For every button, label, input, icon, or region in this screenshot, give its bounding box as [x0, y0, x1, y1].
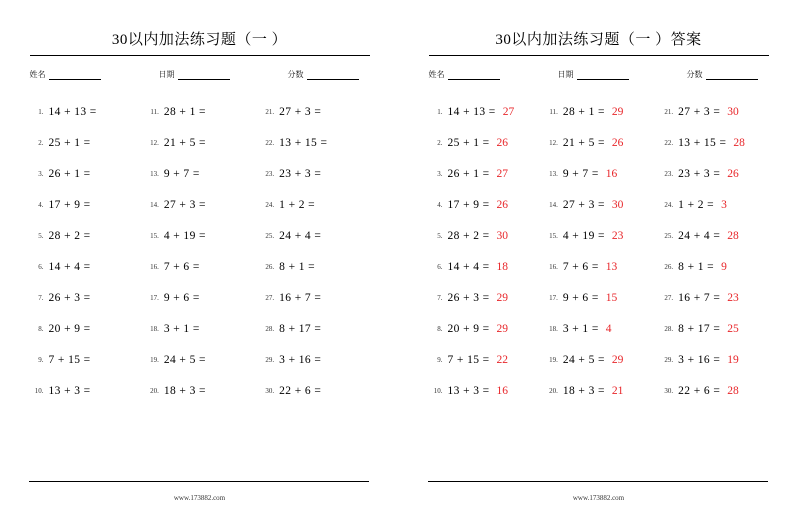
- problem-expression: 17 + 9 =: [447, 198, 490, 211]
- problem-answer: 29: [611, 353, 624, 366]
- problem-expression: 25 + 1 =: [48, 136, 91, 149]
- problem-expression: 3 + 1 =: [562, 322, 599, 335]
- problem-number: 21.: [664, 107, 674, 116]
- problem-expression: 24 + 5 =: [163, 353, 206, 366]
- problem-item: [656, 282, 771, 313]
- problem-expression: 20 + 9 =: [48, 322, 91, 335]
- problem-expression: 9 + 7 =: [562, 167, 599, 180]
- problem-answer: 26: [496, 198, 509, 211]
- problem-number: 4.: [437, 200, 443, 209]
- problem-item: [541, 313, 656, 344]
- problem-item: [27, 158, 142, 189]
- problem-item: [656, 158, 771, 189]
- problem-expression: 25 + 1 =: [447, 136, 490, 149]
- problem-item: [426, 251, 541, 282]
- problem-expression: 1 + 2 =: [279, 198, 316, 211]
- problem-number: 29.: [664, 355, 674, 364]
- problem-number: 19.: [549, 355, 558, 364]
- problem-number: 21.: [265, 107, 275, 116]
- problem-answer: 28: [727, 229, 739, 242]
- problem-expression: 16 + 7 =: [678, 291, 721, 304]
- problem-expression: 22 + 6 =: [678, 384, 721, 397]
- problem-item: [27, 344, 142, 375]
- problem-number: 24.: [265, 200, 275, 209]
- problem-number: 28.: [664, 324, 674, 333]
- problem-grid-answers: [426, 96, 772, 406]
- problem-item: [27, 313, 142, 344]
- problem-expression: 28 + 2 =: [447, 229, 490, 242]
- problem-expression: 23 + 3 =: [279, 167, 322, 180]
- problem-number: 12.: [150, 138, 159, 147]
- problem-number: 20.: [150, 386, 159, 395]
- problem-answer: 15: [605, 291, 618, 304]
- problem-expression: 21 + 5 =: [163, 136, 206, 149]
- problem-number: 13.: [549, 169, 558, 178]
- problem-number: 11.: [549, 107, 558, 116]
- score-blank-answers[interactable]: [706, 70, 758, 80]
- score-blank[interactable]: [307, 70, 359, 80]
- footer-divider: [29, 481, 369, 482]
- problem-number: 13.: [150, 169, 159, 178]
- date-label: 日期: [158, 70, 175, 79]
- problem-number: 7.: [437, 293, 443, 302]
- problem-item: [257, 375, 372, 406]
- problem-number: 15.: [150, 231, 159, 240]
- meta-spacer-1-answers: [500, 69, 558, 80]
- problem-number: 1.: [38, 107, 44, 116]
- problem-expression: 3 + 16 =: [279, 353, 322, 366]
- problem-number: 26.: [664, 262, 674, 271]
- problem-item: [257, 96, 372, 127]
- problem-item: [656, 189, 771, 220]
- problem-item: [426, 375, 541, 406]
- problem-answer: 26: [727, 167, 739, 180]
- problem-number: 2.: [38, 138, 44, 147]
- problem-item: [142, 220, 257, 251]
- problem-item: [426, 220, 541, 251]
- problem-expression: 4 + 19 =: [163, 229, 206, 242]
- problem-item: [27, 375, 142, 406]
- problem-number: 9.: [38, 355, 44, 364]
- problem-expression: 7 + 15 =: [447, 353, 490, 366]
- problem-number: 26.: [265, 262, 275, 271]
- problem-expression: 28 + 1 =: [163, 105, 206, 118]
- date-field[interactable]: [159, 69, 230, 80]
- problem-number: 1.: [437, 107, 443, 116]
- problem-number: 4.: [38, 200, 44, 209]
- problem-answer: 30: [496, 229, 509, 242]
- problem-answer: 22: [496, 353, 509, 366]
- problem-answer: 26: [611, 136, 624, 149]
- problem-number: 22.: [664, 138, 674, 147]
- title-divider: [30, 55, 370, 56]
- problem-item: [257, 127, 372, 158]
- problem-item: [541, 375, 656, 406]
- problem-item: [142, 251, 257, 282]
- problem-number: 28.: [265, 324, 275, 333]
- problem-item: [27, 127, 142, 158]
- date-blank[interactable]: [178, 70, 230, 80]
- problem-grid-questions: [27, 96, 373, 406]
- title-divider-answers: [429, 55, 769, 56]
- problem-number: 7.: [38, 293, 44, 302]
- meta-row-answers: [429, 69, 769, 80]
- problem-expression: 27 + 3 =: [562, 198, 605, 211]
- problem-item: [257, 282, 372, 313]
- problem-answer: 25: [727, 322, 739, 335]
- problem-number: 5.: [38, 231, 44, 240]
- problem-item: [656, 220, 771, 251]
- problem-number: 15.: [549, 231, 558, 240]
- problem-number: 10.: [34, 386, 44, 395]
- problem-item: [142, 344, 257, 375]
- problem-expression: 18 + 3 =: [163, 384, 206, 397]
- problem-expression: 14 + 13 =: [48, 105, 97, 118]
- problem-number: 30.: [664, 386, 674, 395]
- problem-item: [656, 375, 771, 406]
- problem-answer: 18: [496, 260, 509, 273]
- problem-expression: 7 + 6 =: [163, 260, 200, 273]
- problem-answer: 9: [721, 260, 727, 273]
- problem-expression: 28 + 2 =: [48, 229, 91, 242]
- problem-number: 9.: [437, 355, 443, 364]
- problem-expression: 9 + 6 =: [562, 291, 599, 304]
- problem-item: [257, 220, 372, 251]
- problem-expression: 16 + 7 =: [279, 291, 322, 304]
- problem-number: 18.: [150, 324, 159, 333]
- problem-expression: 9 + 6 =: [163, 291, 200, 304]
- problem-number: 10.: [433, 386, 443, 395]
- problem-expression: 26 + 1 =: [48, 167, 91, 180]
- problem-number: 30.: [265, 386, 275, 395]
- problem-answer: 19: [727, 353, 739, 366]
- problem-item: [426, 127, 541, 158]
- problem-item: [27, 251, 142, 282]
- problem-expression: 3 + 1 =: [163, 322, 200, 335]
- problem-answer: 30: [727, 105, 739, 118]
- problem-item: [426, 313, 541, 344]
- problem-item: [426, 189, 541, 220]
- problem-expression: 4 + 19 =: [562, 229, 605, 242]
- problem-answer: 30: [611, 198, 624, 211]
- problem-item: [426, 158, 541, 189]
- problem-expression: 13 + 15 =: [279, 136, 328, 149]
- problem-expression: 27 + 3 =: [163, 198, 206, 211]
- name-label: 姓名: [29, 70, 46, 79]
- meta-row: [30, 69, 370, 80]
- problem-answer: 27: [496, 167, 509, 180]
- footer-url: www.173882.com: [173, 494, 226, 502]
- problem-number: 25.: [265, 231, 275, 240]
- problem-answer: 29: [496, 322, 509, 335]
- problem-number: 23.: [265, 169, 275, 178]
- problem-answer: 26: [496, 136, 509, 149]
- problem-number: 12.: [549, 138, 558, 147]
- problem-number: 3.: [38, 169, 44, 178]
- score-field-answers[interactable]: [687, 69, 758, 80]
- problem-number: 25.: [664, 231, 674, 240]
- problem-item: [27, 189, 142, 220]
- page-title-answers: 30以内加法练习题（一 ）答案: [495, 32, 702, 48]
- name-field-answers[interactable]: [429, 69, 500, 80]
- problem-answer: 16: [605, 167, 618, 180]
- problem-expression: 28 + 1 =: [562, 105, 605, 118]
- problem-item: [541, 189, 656, 220]
- problem-answer: 13: [605, 260, 618, 273]
- problem-number: 16.: [150, 262, 159, 271]
- problem-expression: 8 + 17 =: [678, 322, 721, 335]
- problem-number: 5.: [437, 231, 443, 240]
- problem-number: 17.: [150, 293, 159, 302]
- problem-answer: 29: [496, 291, 509, 304]
- problem-item: [142, 375, 257, 406]
- meta-spacer-2: [230, 69, 288, 80]
- problem-expression: 13 + 3 =: [447, 384, 490, 397]
- problem-item: [142, 282, 257, 313]
- score-label-answers: 分数: [686, 70, 703, 79]
- problem-item: [426, 282, 541, 313]
- problem-expression: 8 + 1 =: [678, 260, 715, 273]
- name-blank-answers[interactable]: [448, 70, 500, 80]
- problem-number: 6.: [38, 262, 44, 271]
- problem-expression: 26 + 3 =: [447, 291, 490, 304]
- meta-spacer-2-answers: [629, 69, 687, 80]
- date-label-answers: 日期: [557, 70, 574, 79]
- problem-answer: 28: [733, 136, 745, 149]
- problem-expression: 7 + 6 =: [562, 260, 599, 273]
- problem-answer: 29: [611, 105, 624, 118]
- problem-item: [656, 344, 771, 375]
- problem-number: 8.: [437, 324, 443, 333]
- problem-number: 29.: [265, 355, 275, 364]
- score-label: 分数: [287, 70, 304, 79]
- problem-expression: 7 + 15 =: [48, 353, 91, 366]
- problem-answer: 16: [496, 384, 509, 397]
- problem-answer: 21: [611, 384, 624, 397]
- problem-item: [541, 220, 656, 251]
- problem-item: [142, 313, 257, 344]
- problem-answer: 28: [727, 384, 739, 397]
- problem-expression: 13 + 15 =: [678, 136, 727, 149]
- problem-item: [656, 251, 771, 282]
- problem-expression: 8 + 17 =: [279, 322, 322, 335]
- problem-number: 6.: [437, 262, 443, 271]
- problem-expression: 24 + 5 =: [562, 353, 605, 366]
- problem-expression: 23 + 3 =: [678, 167, 721, 180]
- problem-item: [27, 282, 142, 313]
- problem-number: 17.: [549, 293, 558, 302]
- problem-expression: 18 + 3 =: [562, 384, 605, 397]
- problem-number: 14.: [150, 200, 159, 209]
- problem-item: [142, 96, 257, 127]
- problem-number: 19.: [150, 355, 159, 364]
- worksheet-sheet-answers: [399, 0, 798, 530]
- problem-item: [541, 344, 656, 375]
- problem-number: 22.: [265, 138, 275, 147]
- footer-divider-answers: [428, 481, 768, 482]
- problem-item: [142, 189, 257, 220]
- page-title: 30以内加法练习题（一 ）: [111, 32, 288, 48]
- problem-expression: 21 + 5 =: [562, 136, 605, 149]
- problem-number: 2.: [437, 138, 443, 147]
- problem-item: [426, 344, 541, 375]
- problem-item: [27, 220, 142, 251]
- problem-item: [656, 313, 771, 344]
- date-field-answers[interactable]: [558, 69, 629, 80]
- problem-expression: 8 + 1 =: [279, 260, 316, 273]
- problem-item: [541, 251, 656, 282]
- problem-expression: 14 + 4 =: [48, 260, 91, 273]
- score-field[interactable]: [288, 69, 359, 80]
- name-label-answers: 姓名: [428, 70, 445, 79]
- problem-answer: 27: [502, 105, 515, 118]
- problem-number: 16.: [549, 262, 558, 271]
- problem-number: 20.: [549, 386, 558, 395]
- problem-number: 27.: [664, 293, 674, 302]
- problem-answer: 23: [611, 229, 624, 242]
- problem-expression: 27 + 3 =: [678, 105, 721, 118]
- problem-item: [541, 96, 656, 127]
- problem-expression: 20 + 9 =: [447, 322, 490, 335]
- problem-item: [541, 158, 656, 189]
- problem-expression: 27 + 3 =: [279, 105, 322, 118]
- problem-number: 24.: [664, 200, 674, 209]
- problem-expression: 3 + 16 =: [678, 353, 721, 366]
- problem-item: [257, 158, 372, 189]
- meta-spacer-1: [101, 69, 159, 80]
- problem-answer: 4: [605, 322, 612, 335]
- problem-item: [541, 282, 656, 313]
- problem-number: 8.: [38, 324, 44, 333]
- problem-expression: 24 + 4 =: [678, 229, 721, 242]
- problem-item: [257, 189, 372, 220]
- problem-number: 18.: [549, 324, 558, 333]
- problem-number: 14.: [549, 200, 558, 209]
- problem-expression: 1 + 2 =: [678, 198, 715, 211]
- problem-number: 11.: [150, 107, 159, 116]
- problem-expression: 13 + 3 =: [48, 384, 91, 397]
- problem-item: [656, 96, 771, 127]
- problem-expression: 26 + 3 =: [48, 291, 91, 304]
- problem-item: [27, 96, 142, 127]
- problem-item: [142, 127, 257, 158]
- name-blank[interactable]: [49, 70, 101, 80]
- problem-expression: 24 + 4 =: [279, 229, 322, 242]
- problem-number: 27.: [265, 293, 275, 302]
- problem-item: [257, 344, 372, 375]
- problem-expression: 9 + 7 =: [163, 167, 200, 180]
- problem-item: [656, 127, 771, 158]
- problem-expression: 22 + 6 =: [279, 384, 322, 397]
- problem-item: [142, 158, 257, 189]
- problem-number: 23.: [664, 169, 674, 178]
- problem-item: [257, 251, 372, 282]
- footer-url-answers: www.173882.com: [572, 494, 625, 502]
- problem-expression: 14 + 4 =: [447, 260, 490, 273]
- problem-answer: 23: [727, 291, 739, 304]
- name-field[interactable]: [30, 69, 101, 80]
- problem-item: [426, 96, 541, 127]
- problem-number: 3.: [437, 169, 443, 178]
- problem-expression: 26 + 1 =: [447, 167, 490, 180]
- problem-answer: 3: [721, 198, 727, 211]
- date-blank-answers[interactable]: [577, 70, 629, 80]
- problem-item: [541, 127, 656, 158]
- problem-item: [257, 313, 372, 344]
- problem-expression: 17 + 9 =: [48, 198, 91, 211]
- problem-expression: 14 + 13 =: [447, 105, 496, 118]
